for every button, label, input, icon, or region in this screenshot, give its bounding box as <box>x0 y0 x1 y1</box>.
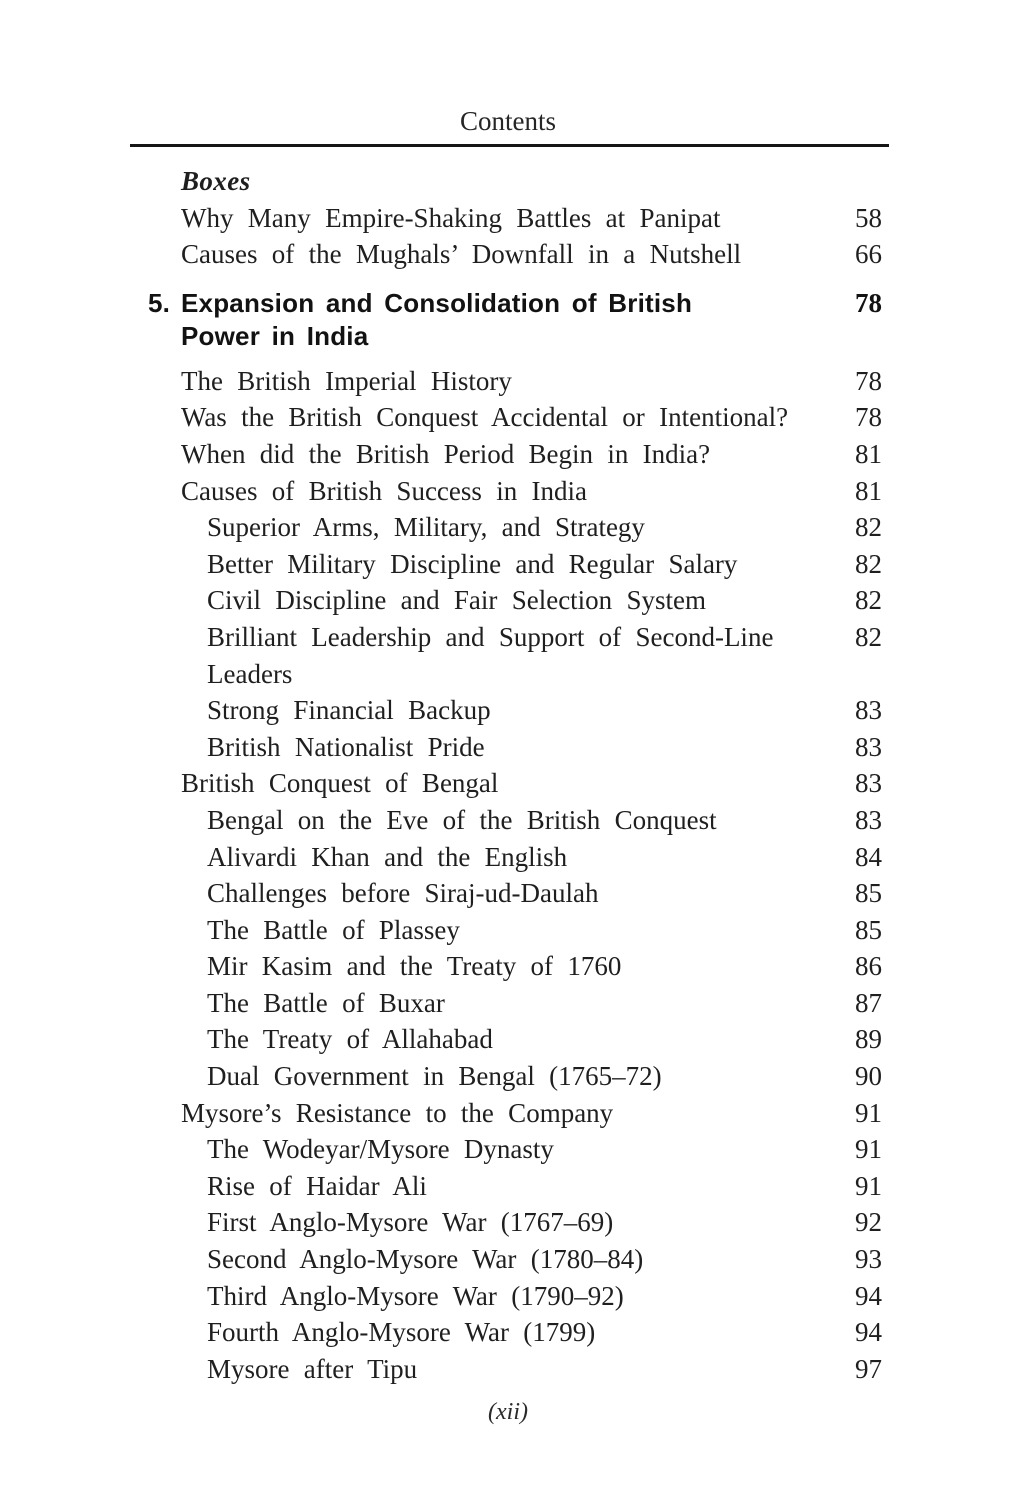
toc-entry-page-number: 86 <box>855 951 882 982</box>
toc-entry-title <box>207 1314 595 1351</box>
toc-entry <box>181 985 882 1022</box>
toc-entry-title-line: Third Anglo-Mysore War (1790–92) <box>207 1280 624 1311</box>
toc-entry-page-number: 94 <box>855 1280 882 1311</box>
toc-entry-title-line: Fourth Anglo-Mysore War (1799) <box>207 1317 596 1348</box>
toc-entry-title <box>207 1058 662 1095</box>
chapter-number: 5. <box>148 287 171 318</box>
toc-entry <box>181 1021 882 1058</box>
toc-entry <box>181 1168 882 1205</box>
toc-entry-page-number: 81 <box>855 438 882 469</box>
toc-entry <box>181 802 882 839</box>
toc-entry-title-line: Strong Financial Backup <box>207 695 491 726</box>
toc-entry-title <box>181 399 788 436</box>
toc-entry <box>181 473 882 510</box>
toc-entry-title-line: Superior Arms, Military, and Strategy <box>207 512 645 543</box>
toc-entry-page-number: 78 <box>855 365 882 396</box>
toc-entry-title <box>207 948 621 985</box>
toc-entry <box>181 1241 882 1278</box>
boxes-entries <box>181 200 882 273</box>
toc-entry-title-line: Rise of Haidar Ali <box>207 1170 427 1201</box>
toc-entry-title-line: The Wodeyar/Mysore Dynasty <box>207 1134 554 1165</box>
toc-entry-title <box>207 1351 417 1388</box>
toc-entry-title-line: Mysore after Tipu <box>207 1353 418 1384</box>
toc-entry-title <box>181 363 512 400</box>
toc-entry-page-number: 81 <box>855 475 882 506</box>
toc-entry-title-line: Mir Kasim and the Treaty of 1760 <box>207 951 622 982</box>
toc-entry <box>181 948 882 985</box>
toc-entry-page-number: 90 <box>855 1061 882 1092</box>
toc-entry-title <box>207 912 460 949</box>
chapter-entries <box>181 363 882 1388</box>
toc-entry-page-number: 89 <box>855 1024 882 1055</box>
chapter-heading-row <box>148 287 882 353</box>
toc-entry-page-number: 83 <box>855 804 882 835</box>
toc-entry-title-line: British Conquest of Bengal <box>181 768 499 799</box>
toc-entry-page-number: 83 <box>855 768 882 799</box>
toc-entry-page-number: 91 <box>855 1170 882 1201</box>
toc-entry-title <box>207 985 445 1022</box>
toc-entry <box>181 509 882 546</box>
toc-entry-page-number: 85 <box>855 914 882 945</box>
toc-entry <box>181 1058 882 1095</box>
toc-entry <box>181 546 882 583</box>
toc-entry-title <box>207 729 485 766</box>
toc-entry-title-line: When did the British Period Begin in India? <box>181 438 711 469</box>
toc-entry-title-line: British Nationalist Pride <box>207 731 485 762</box>
toc-entry <box>181 399 882 436</box>
toc-entry-title <box>207 1241 643 1278</box>
toc-entry-page-number: 87 <box>855 987 882 1018</box>
toc-entry-title-line: Dual Government in Bengal (1765–72) <box>207 1061 662 1092</box>
toc-entry-title-line: Second Anglo-Mysore War (1780–84) <box>207 1244 644 1275</box>
toc-entry <box>181 236 882 273</box>
toc-entry-title <box>207 839 567 876</box>
toc-entry-title <box>181 436 710 473</box>
toc-entry-title <box>207 546 737 583</box>
toc-entry <box>181 1278 882 1315</box>
toc-entry <box>181 200 882 237</box>
toc-entry-title-continuation: Leaders <box>207 658 293 689</box>
toc-entry-title <box>207 692 491 729</box>
toc-entry-page-number: 82 <box>855 512 882 543</box>
chapter-title-line2: Power in India <box>181 320 369 351</box>
toc-entry-page-number: 58 <box>855 202 882 233</box>
toc-entry-title <box>181 236 741 273</box>
toc-entry-title-line: Brilliant Leadership and Support of Second-Line <box>207 621 774 652</box>
toc-entry <box>181 619 882 692</box>
toc-entry-title <box>207 875 599 912</box>
toc-entry-page-number: 83 <box>855 695 882 726</box>
toc-entry-title <box>181 765 498 802</box>
toc-entry <box>181 839 882 876</box>
toc-entry-title-line: Alivardi Khan and the English <box>207 841 568 872</box>
toc-entry-title <box>207 1021 493 1058</box>
toc-entry-title-line: Mysore’s Resistance to the Company <box>181 1097 614 1128</box>
toc-entry-page-number: 82 <box>855 585 882 616</box>
toc-entry-title-line: Causes of the Mughals’ Downfall in a Nutshell <box>181 239 742 270</box>
toc-entry-page-number: 94 <box>855 1317 882 1348</box>
toc-entry <box>181 1095 882 1132</box>
boxes-section-heading: Boxes <box>181 166 251 196</box>
toc-entry-title <box>181 1095 613 1132</box>
toc-entry-page-number: 93 <box>855 1244 882 1275</box>
toc-entry-page-number: 82 <box>855 621 882 652</box>
folio-page-number: (xii) <box>488 1399 528 1426</box>
toc-entry <box>181 1314 882 1351</box>
toc-entry <box>181 765 882 802</box>
toc-entry-title <box>207 619 773 692</box>
toc-entry <box>181 1131 882 1168</box>
chapter-title-line1: Expansion and Consolidation of British <box>181 287 693 318</box>
toc-entry <box>181 1204 882 1241</box>
page-title: Contents <box>459 106 556 136</box>
toc-entry-title-line: Causes of British Success in India <box>181 475 588 506</box>
toc-entry-page-number: 82 <box>855 548 882 579</box>
toc-entry-page-number: 85 <box>855 878 882 909</box>
toc-entry-title-line: First Anglo-Mysore War (1767–69) <box>207 1207 614 1238</box>
chapter-page-number: 78 <box>855 287 882 318</box>
toc-entry <box>181 363 882 400</box>
toc-entry-page-number: 91 <box>855 1097 882 1128</box>
toc-entry-title-line: Better Military Discipline and Regular Salary <box>207 548 738 579</box>
chapter-title <box>148 287 693 353</box>
toc-entry-page-number: 92 <box>855 1207 882 1238</box>
toc-entry-title-line: The Battle of Plassey <box>207 914 460 945</box>
toc-entry-title <box>181 200 720 237</box>
toc-entry-title-line: The British Imperial History <box>181 365 512 396</box>
toc-entry-page-number: 91 <box>855 1134 882 1165</box>
toc-entry-page-number: 78 <box>855 402 882 433</box>
toc-entry-title-line: The Battle of Buxar <box>207 987 445 1018</box>
toc-entry <box>181 875 882 912</box>
toc-entry-page-number: 97 <box>855 1353 882 1384</box>
toc-entry-title <box>181 473 587 510</box>
toc-entry-title <box>207 1131 554 1168</box>
toc-entry-title <box>207 1168 427 1205</box>
toc-entry-title-line: Why Many Empire-Shaking Battles at Panipat <box>181 202 721 233</box>
toc-entry-title-line: Challenges before Siraj-ud-Daulah <box>207 878 599 909</box>
toc-entry-page-number: 66 <box>855 239 882 270</box>
toc-entry-title <box>207 1204 613 1241</box>
toc-entry-title <box>207 582 706 619</box>
toc-entry-title <box>207 802 717 839</box>
toc-entry-page-number: 83 <box>855 731 882 762</box>
toc-entry <box>181 692 882 729</box>
toc-entry-title-line: Civil Discipline and Fair Selection System <box>207 585 707 616</box>
toc-entry-title-line: The Treaty of Allahabad <box>207 1024 493 1055</box>
toc-entry <box>181 729 882 766</box>
toc-entry <box>181 436 882 473</box>
toc-entry-title <box>207 1278 624 1315</box>
toc-entry-page-number: 84 <box>855 841 882 872</box>
header-rule <box>130 144 889 147</box>
toc-entry <box>181 582 882 619</box>
toc-entry-title <box>207 509 645 546</box>
toc-entry <box>181 912 882 949</box>
table-of-contents <box>148 163 882 1387</box>
toc-entry-title-line: Bengal on the Eve of the British Conquest <box>207 804 717 835</box>
toc-entry-title-line: Was the British Conquest Accidental or Intentional? <box>181 402 789 433</box>
toc-entry <box>181 1351 882 1388</box>
